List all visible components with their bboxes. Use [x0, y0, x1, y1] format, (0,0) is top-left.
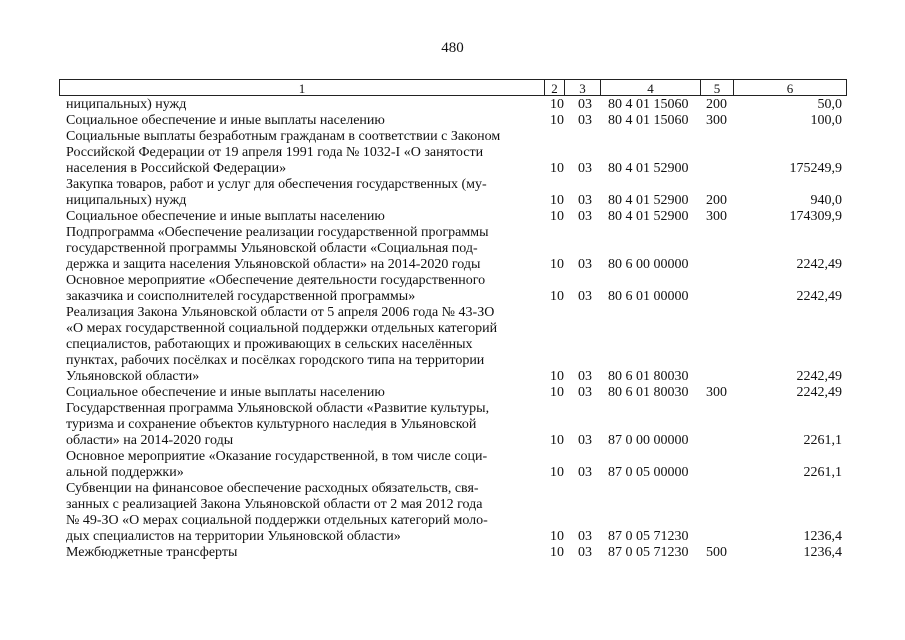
section-code: 10	[550, 433, 564, 448]
header-col-4: 4	[600, 79, 701, 96]
section-code: 10	[550, 545, 564, 560]
table-row	[0, 449, 905, 481]
header-col-1: 1	[59, 79, 545, 96]
table-row	[0, 225, 905, 273]
header-col-2: 2	[544, 79, 565, 96]
amount-value: 1236,4	[803, 529, 842, 544]
expense-type-code: 300	[706, 113, 727, 128]
section-code: 10	[550, 113, 564, 128]
table-row	[0, 273, 905, 305]
table-row	[0, 177, 905, 209]
subsection-code: 03	[578, 385, 592, 400]
amount-value: 940,0	[810, 193, 842, 208]
amount-value: 175249,9	[789, 161, 842, 176]
target-article-code: 87 0 00 00000	[608, 433, 689, 448]
subsection-code: 03	[578, 433, 592, 448]
target-article-code: 80 4 01 15060	[608, 113, 689, 128]
row-description: Субвенции на финансовое обеспечение расходных обязательств, свя- занных с реализацией Закона Ульяновской области от 2 мая 2012 года № 49-ЗО «О мерах социальной поддержки отдельных категорий моло- дых специалистов на территории Ульяновской области»	[66, 481, 488, 544]
amount-value: 2242,49	[796, 257, 842, 272]
expense-type-code: 500	[706, 545, 727, 560]
target-article-code: 87 0 05 71230	[608, 529, 689, 544]
table-row	[0, 209, 905, 225]
subsection-code: 03	[578, 161, 592, 176]
header-col-5: 5	[700, 79, 734, 96]
row-description: Подпрограмма «Обеспечение реализации государственной программы государственной программы Ульяновской области «Социальная под- держка и защита населения Ульяновской области» на 2014-2020 годы	[66, 225, 489, 272]
amount-value: 2242,49	[796, 289, 842, 304]
section-code: 10	[550, 529, 564, 544]
subsection-code: 03	[578, 465, 592, 480]
table-row	[0, 401, 905, 449]
subsection-code: 03	[578, 193, 592, 208]
header-col-6: 6	[733, 79, 847, 96]
row-description: Основное мероприятие «Обеспечение деятельности государственного заказчика и соисполнителей государственной программы»	[66, 273, 486, 304]
target-article-code: 80 4 01 15060	[608, 97, 689, 112]
row-description: Государственная программа Ульяновской области «Развитие культуры, туризма и сохранение объектов культурного наследия в Ульяновской области» на 2014-2020 годы	[66, 401, 490, 448]
section-code: 10	[550, 97, 564, 112]
target-article-code: 80 6 01 80030	[608, 369, 689, 384]
target-article-code: 80 6 01 00000	[608, 289, 689, 304]
amount-value: 1236,4	[803, 545, 842, 560]
table-row	[0, 545, 905, 561]
expense-type-code: 200	[706, 193, 727, 208]
expense-type-code: 200	[706, 97, 727, 112]
row-description: Социальные выплаты безработным гражданам в соответствии с Законом Российской Федерации от 19 апреля 1991 года № 1032-I «О занятости населения в Российской Федерации»	[66, 129, 501, 176]
subsection-code: 03	[578, 209, 592, 224]
section-code: 10	[550, 193, 564, 208]
section-code: 10	[550, 209, 564, 224]
target-article-code: 80 4 01 52900	[608, 193, 689, 208]
table-row	[0, 385, 905, 401]
row-description: Социальное обеспечение и иные выплаты населению	[66, 113, 385, 128]
expense-type-code: 300	[706, 385, 727, 400]
table-row	[0, 305, 905, 385]
table-row	[0, 113, 905, 129]
table-row	[0, 97, 905, 113]
row-description: Социальное обеспечение и иные выплаты населению	[66, 385, 385, 400]
subsection-code: 03	[578, 257, 592, 272]
target-article-code: 87 0 05 71230	[608, 545, 689, 560]
budget-table-body	[0, 97, 905, 561]
row-description: ниципальных) нужд	[66, 97, 187, 112]
subsection-code: 03	[578, 545, 592, 560]
row-description: Межбюджетные трансферты	[66, 545, 238, 560]
amount-value: 174309,9	[789, 209, 842, 224]
amount-value: 2242,49	[796, 385, 842, 400]
table-row	[0, 481, 905, 545]
section-code: 10	[550, 465, 564, 480]
row-description: Реализация Закона Ульяновской области от 5 апреля 2006 года № 43-ЗО «О мерах государственной социальной поддержки отдельных категорий специалистов, работающих и проживающих в сельских населённых пунктах, рабочих посёлках и посёлках городского типа на территории Ульяновской области»	[66, 305, 498, 384]
target-article-code: 80 6 01 80030	[608, 385, 689, 400]
table-row	[0, 129, 905, 177]
subsection-code: 03	[578, 113, 592, 128]
header-col-3: 3	[564, 79, 601, 96]
section-code: 10	[550, 385, 564, 400]
row-description: Социальное обеспечение и иные выплаты населению	[66, 209, 385, 224]
amount-value: 2261,1	[803, 433, 842, 448]
amount-value: 100,0	[810, 113, 842, 128]
target-article-code: 80 4 01 52900	[608, 209, 689, 224]
subsection-code: 03	[578, 97, 592, 112]
row-description: Основное мероприятие «Оказание государственной, в том числе соци- альной поддержки»	[66, 449, 488, 480]
target-article-code: 80 6 00 00000	[608, 257, 689, 272]
subsection-code: 03	[578, 289, 592, 304]
expense-type-code: 300	[706, 209, 727, 224]
section-code: 10	[550, 161, 564, 176]
amount-value: 50,0	[817, 97, 842, 112]
section-code: 10	[550, 369, 564, 384]
amount-value: 2261,1	[803, 465, 842, 480]
subsection-code: 03	[578, 369, 592, 384]
section-code: 10	[550, 257, 564, 272]
target-article-code: 87 0 05 00000	[608, 465, 689, 480]
section-code: 10	[550, 289, 564, 304]
target-article-code: 80 4 01 52900	[608, 161, 689, 176]
amount-value: 2242,49	[796, 369, 842, 384]
page-number: 480	[441, 40, 464, 56]
subsection-code: 03	[578, 529, 592, 544]
row-description: Закупка товаров, работ и услуг для обеспечения государственных (му- ниципальных) нужд	[66, 177, 487, 208]
